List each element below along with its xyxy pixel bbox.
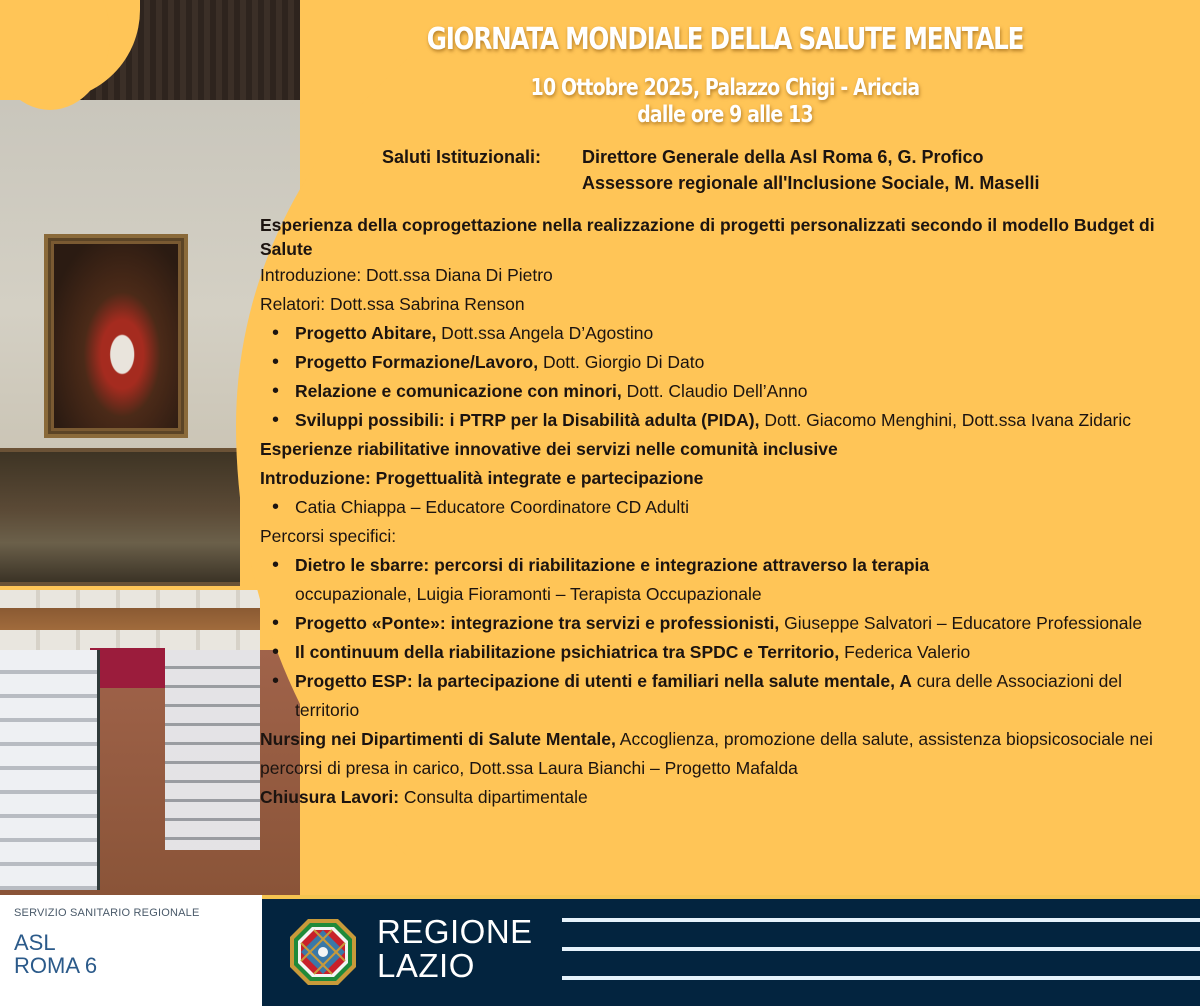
- list-item: • Dietro le sbarre: percorsi di riabilitazione e integrazione attraverso la terapia occupazionale, Luigia Fioramonti – Terapista Occupazionale: [260, 551, 1190, 609]
- decorative-stripe: [562, 947, 1200, 951]
- decorative-stripe: [562, 918, 1200, 922]
- regione-lazio-banner: [262, 895, 1200, 1006]
- list-item: • Progetto «Ponte»: integrazione tra servizi e professionisti, Giuseppe Salvatori – Educatore Professionale: [260, 609, 1190, 638]
- section1-list: [260, 319, 1190, 435]
- regione-lazio-name: REGIONE LAZIO: [377, 913, 533, 984]
- photo-chairs-left: [0, 650, 100, 890]
- event-time: dalle ore 9 alle 13: [637, 102, 813, 128]
- list-item: • Progetto Formazione/Lavoro, Dott. Giorgio Di Dato: [260, 348, 1190, 377]
- list-item: • Il continuum della riabilitazione psichiatrica tra SPDC e Territorio, Federica Valerio: [260, 638, 1190, 667]
- nursing-session: Nursing nei Dipartimenti di Salute Mentale, Accoglienza, promozione della salute, assistenza biopsicosociale nei percorsi di presa in carico, Dott.ssa Laura Bianchi – Progetto Mafalda: [260, 729, 1153, 778]
- section1-speakers: Relatori: Dott.ssa Sabrina Renson: [260, 294, 525, 314]
- asl-service-label: SERVIZIO SANITARIO REGIONALE: [14, 907, 200, 919]
- footer: [0, 895, 1200, 1006]
- event-title: GIORNATA MONDIALE DELLA SALUTE MENTALE: [426, 22, 1024, 57]
- photo-chairs-right: [165, 650, 260, 850]
- asl-roma6-logo: [0, 895, 262, 1006]
- photo-wood-rail: [0, 608, 260, 630]
- section2-paths-label: Percorsi specifici:: [260, 526, 397, 546]
- section2-intro: Introduzione: Progettualità integrate e partecipazione: [260, 468, 704, 488]
- list-item: • Catia Chiappa – Educatore Coordinatore CD Adulti: [260, 493, 1190, 522]
- institutional-greetings: [382, 144, 1039, 196]
- event-date-place: 10 Ottobre 2025, Palazzo Chigi - Ariccia: [530, 75, 920, 101]
- list-item: • Progetto ESP: la partecipazione di utenti e familiari nella salute mentale, A cura delle Associazioni del territorio: [260, 667, 1190, 725]
- photo-landscape-painting: [0, 448, 240, 586]
- section1-intro: Introduzione: Dott.ssa Diana Di Pietro: [260, 265, 553, 285]
- event-subtitle: [131, 75, 1200, 129]
- regione-lazio-emblem-icon: [288, 917, 358, 987]
- program: [260, 213, 1190, 812]
- greetings-line: Assessore regionale all'Inclusione Sociale, M. Maselli: [582, 173, 1040, 193]
- section2-intro-list: [260, 493, 1190, 522]
- closing-session: Chiusura Lavori: Consulta dipartimentale: [260, 787, 588, 807]
- decorative-stripe: [562, 976, 1200, 980]
- list-item: • Progetto Abitare, Dott.ssa Angela D’Agostino: [260, 319, 1190, 348]
- photo-portrait-painting: [44, 234, 188, 438]
- list-item: • Sviluppi possibili: i PTRP per la Disabilità adulta (PIDA), Dott. Giacomo Menghini, Dott.ssa Ivana Zidaric: [260, 406, 1190, 435]
- section2-list: [260, 551, 1190, 725]
- greetings-line: Direttore Generale della Asl Roma 6, G. Profico: [582, 147, 984, 167]
- section1-title: Esperienza della coprogettazione nella realizzazione di progetti personalizzati secondo il modello Budget di Salute: [260, 215, 1155, 259]
- list-item: • Relazione e comunicazione con minori, Dott. Claudio Dell’Anno: [260, 377, 1190, 406]
- asl-name: ASL ROMA 6: [14, 930, 98, 978]
- section2-title: Esperienze riabilitative innovative dei servizi nelle comunità inclusive: [260, 439, 838, 459]
- greetings-label: Saluti Istituzionali:: [382, 147, 542, 167]
- photo-red-stage: [90, 648, 165, 688]
